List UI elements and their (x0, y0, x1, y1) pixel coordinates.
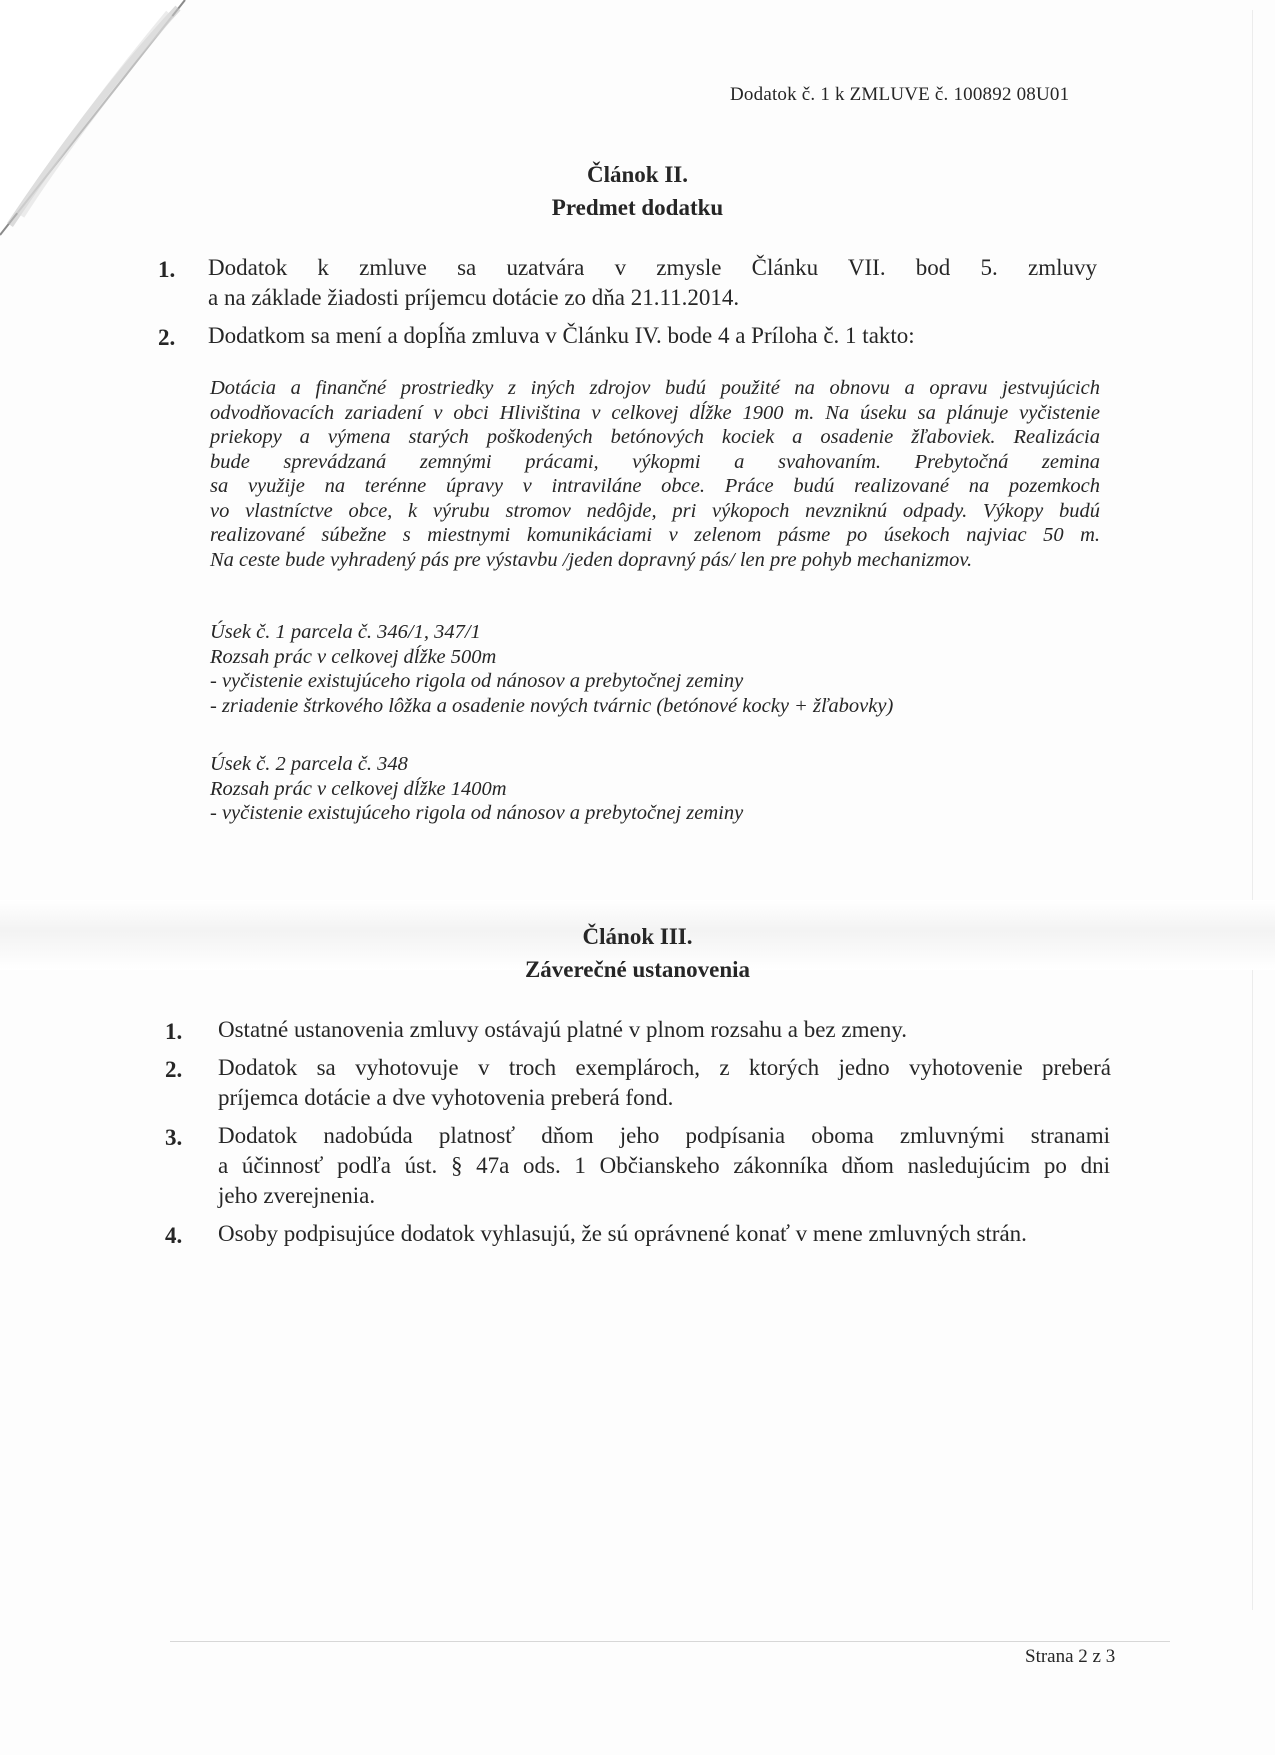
article-3-item-3-line-2: a účinnosť podľa úst. § 47a ods. 1 Občianskeho zákonníka dňom nasledujúcim po dni (218, 1153, 1110, 1178)
article-2-item-2 (208, 321, 1108, 351)
description-line: realizované súbežne s miestnymi komunikáciami v zelenom pásme po úsekoch najviac 50 m. (210, 524, 1100, 546)
article-3-item-2-line-1: Dodatok sa vyhotovuje v troch exemplároch, z ktorých jedno vyhotovenie preberá (218, 1055, 1111, 1080)
article-3-item-2-number: 2. (165, 1057, 183, 1082)
section-1-line: Rozsah prác v celkovej dĺžke 500m (210, 645, 497, 668)
article-3-item-3-number: 3. (165, 1125, 183, 1150)
article-3-item-1 (218, 1015, 1118, 1045)
description-line: Dotácia a finančné prostriedky z iných zdrojov budú použité na obnovu a opravu jestvujúcich (210, 377, 1100, 399)
article-3-item-4-line-1: Osoby podpisujúce dodatok vyhlasujú, že sú oprávnené konať v mene zmluvných strán. (218, 1221, 1027, 1246)
article-2-description (210, 376, 1100, 572)
article-2-subtitle: Predmet dodatku (551, 195, 724, 220)
section-1-line: - vyčistenie existujúceho rigola od nánosov a prebytočnej zeminy (210, 670, 744, 692)
article-3-item-3-line-3: jeho zverejnenia. (218, 1183, 376, 1208)
article-2-item-1-line-2: a na základe žiadosti príjemcu dotácie zo dňa 21.11.2014. (208, 285, 740, 310)
section-2-line: - vyčistenie existujúceho rigola od nánosov a prebytočnej zeminy (210, 802, 744, 824)
article-2-item-2-number: 2. (158, 325, 176, 350)
description-line: vo vlastníctve obce, k výrubu stromov nedôjde, pri výkopoch nevzniknú odpady. Výkopy budú (210, 499, 1100, 522)
article-3-item-4 (218, 1219, 1118, 1249)
article-2-item-1 (208, 253, 1097, 313)
article-3-item-1-number: 1. (165, 1019, 183, 1044)
article-2-item-2-line-1: Dodatkom sa mení a dopĺňa zmluva v Článku IV. bode 4 a Príloha č. 1 takto: (208, 323, 915, 348)
article-2-item-1-line-1: Dodatok k zmluve sa uzatvára v zmysle Článku VII. bod 5. zmluvy (208, 255, 1097, 280)
description-line: Na ceste bude vyhradený pás pre výstavbu /jeden dopravný pás/ len pre pohyb mechanizmov. (210, 548, 973, 571)
section-2 (210, 752, 1100, 826)
section-2-line: Úsek č. 2 parcela č. 348 (210, 753, 408, 775)
description-line: odvodňovacích zariadení v obci Hliviština v celkovej dĺžke 1900 m. Na úseku sa plánuje vyčistenie (210, 401, 1100, 424)
article-3-item-3-line-1: Dodatok nadobúda platnosť dňom jeho podpísania oboma zmluvnými stranami (218, 1123, 1110, 1148)
article-3-item-1-line-1: Ostatné ustanovenia zmluvy ostávajú platné v plnom rozsahu a bez zmeny. (218, 1017, 907, 1042)
article-2-item-1-number: 1. (158, 257, 176, 282)
section-1 (210, 620, 1100, 718)
article-2-title: Článok II. (587, 162, 688, 187)
article-3-item-2 (218, 1053, 1111, 1113)
page-number: Strana 2 z 3 (1025, 1646, 1116, 1667)
article-3-item-2-line-2: príjemca dotácie a dve vyhotovenia preberá fond. (218, 1085, 674, 1110)
contract-reference: Dodatok č. 1 k ZMLUVE č. 100892 08U01 (730, 84, 1070, 105)
description-line: priekopy a výmena starých poškodených betónových kociek a osadenie žľaboviek. Realizácia (210, 426, 1100, 448)
section-1-line: Úsek č. 1 parcela č. 346/1, 347/1 (210, 621, 481, 643)
description-line: bude sprevádzaná zemnými prácami, výkopmi a svahovaním. Prebytočná zemina (210, 450, 1100, 473)
article-3-title: Článok III. (582, 924, 693, 949)
section-2-line: Rozsah prác v celkovej dĺžke 1400m (210, 777, 507, 800)
description-line: sa využije na terénne úpravy v intraviláne obce. Práce budú realizované na pozemkoch (210, 475, 1100, 497)
footer-divider (170, 1641, 1170, 1642)
scan-edge (1252, 10, 1253, 1610)
article-3-subtitle: Záverečné ustanovenia (524, 957, 751, 982)
section-1-line: - zriadenie štrkového lôžka a osadenie nových tvárnic (betónové kocky + žľabovky) (210, 694, 894, 717)
article-3-item-4-number: 4. (165, 1223, 183, 1248)
article-3-item-3 (218, 1121, 1110, 1211)
